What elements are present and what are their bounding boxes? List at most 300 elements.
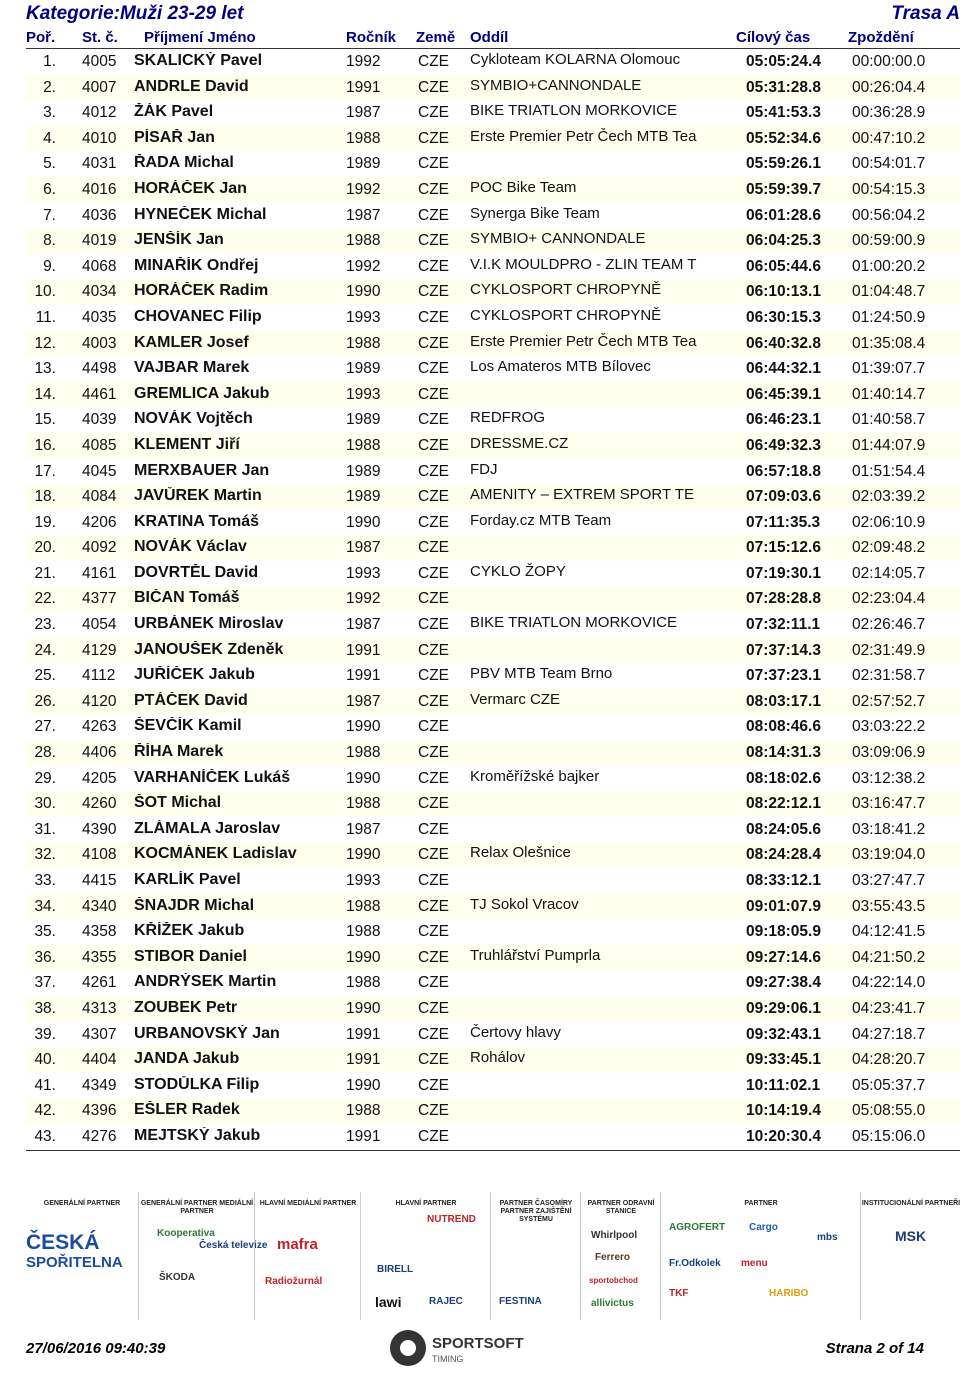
table-row bbox=[26, 945, 960, 971]
table-row bbox=[26, 638, 960, 664]
cell-delay: 01:39:07.7 bbox=[852, 360, 926, 378]
cell-delay: 01:40:14.7 bbox=[852, 385, 926, 403]
cell-name: JANDA Jakub bbox=[134, 1050, 240, 1068]
allivictus-logo: allivictus bbox=[591, 1298, 634, 1309]
cell-delay: 03:18:41.2 bbox=[852, 820, 926, 838]
cell-pos: 15. bbox=[34, 411, 56, 429]
cell-time: 06:01:28.6 bbox=[746, 206, 821, 224]
cell-team: SYMBIO+CANNONDALE bbox=[470, 76, 642, 94]
cell-time: 05:05:24.4 bbox=[746, 53, 821, 70]
cell-delay: 02:23:04.4 bbox=[852, 590, 926, 608]
sponsor-col-2: GENERÁLNÍ PARTNER MEDIÁLNÍ PARTNER Kooperativa Česká televize ŠKODA bbox=[138, 1192, 255, 1320]
cell-nat: CZE bbox=[418, 692, 449, 710]
tkf-logo: TKF bbox=[669, 1288, 689, 1299]
cell-name: KOCMÁNEK Ladislav bbox=[134, 845, 297, 863]
cell-time: 08:18:02.6 bbox=[746, 769, 821, 787]
print-datetime: 27/06/2016 09:40:39 bbox=[26, 1340, 166, 1357]
table-row bbox=[26, 612, 960, 638]
cell-pos: 2. bbox=[43, 78, 56, 96]
cell-team: DRESSME.CZ bbox=[470, 434, 569, 452]
cell-delay: 00:00:00.0 bbox=[852, 53, 926, 70]
cell-st: 4034 bbox=[82, 283, 117, 301]
cell-nat: CZE bbox=[418, 180, 449, 198]
cell-nat: CZE bbox=[418, 769, 449, 787]
cell-delay: 01:04:48.7 bbox=[852, 283, 926, 301]
cell-delay: 03:09:06.9 bbox=[852, 744, 926, 762]
cell-year: 1988 bbox=[346, 232, 381, 250]
cell-team: Cykloteam KOLARNA Olomouc bbox=[470, 51, 681, 68]
cell-delay: 04:23:41.7 bbox=[852, 999, 926, 1017]
cell-st: 4461 bbox=[82, 385, 117, 403]
cell-nat: CZE bbox=[418, 104, 449, 122]
cell-time: 08:08:46.6 bbox=[746, 718, 821, 736]
cell-pos: 1. bbox=[43, 53, 56, 70]
cell-nat: CZE bbox=[418, 539, 449, 557]
table-row bbox=[26, 100, 960, 126]
cell-name: KAMLER Josef bbox=[134, 333, 249, 351]
cell-st: 4404 bbox=[82, 1051, 117, 1069]
sportsoft-sub: TIMING bbox=[432, 1354, 464, 1364]
cell-st: 4349 bbox=[82, 1076, 117, 1094]
cell-delay: 03:12:38.2 bbox=[852, 769, 926, 787]
cell-year: 1988 bbox=[346, 334, 381, 352]
haribo-logo: HARIBO bbox=[769, 1288, 809, 1299]
cell-delay: 03:03:22.2 bbox=[852, 718, 926, 736]
cell-nat: CZE bbox=[418, 1076, 449, 1094]
cell-year: 1989 bbox=[346, 155, 381, 173]
cell-delay: 00:54:15.3 bbox=[852, 180, 926, 198]
cell-st: 4003 bbox=[82, 334, 117, 352]
cell-pos: 36. bbox=[34, 948, 56, 966]
cell-name: EŠLER Radek bbox=[134, 1101, 240, 1119]
cell-year: 1993 bbox=[346, 308, 381, 326]
cell-year: 1991 bbox=[346, 641, 381, 659]
cell-nat: CZE bbox=[418, 795, 449, 813]
cell-pos: 35. bbox=[34, 923, 56, 941]
cell-st: 4068 bbox=[82, 257, 117, 275]
cell-pos: 18. bbox=[34, 488, 56, 506]
cell-team: Los Amateros MTB Bílovec bbox=[470, 358, 651, 376]
cell-delay: 00:26:04.4 bbox=[852, 78, 926, 96]
sportobchod-logo: sportobchod bbox=[589, 1276, 638, 1285]
cell-pos: 17. bbox=[34, 462, 56, 480]
cell-st: 4355 bbox=[82, 948, 117, 966]
table-row bbox=[26, 1022, 960, 1048]
cell-team: Kroměřížské bajker bbox=[470, 767, 600, 785]
cell-time: 09:27:14.6 bbox=[746, 948, 821, 966]
cell-nat: CZE bbox=[418, 641, 449, 659]
cell-team: FDJ bbox=[470, 460, 498, 478]
col-st: St. č. bbox=[82, 29, 118, 46]
cell-time: 09:33:45.1 bbox=[746, 1051, 821, 1069]
table-row bbox=[26, 49, 960, 75]
cell-st: 4205 bbox=[82, 769, 117, 787]
cell-st: 4045 bbox=[82, 462, 117, 480]
table-row bbox=[26, 331, 960, 357]
cell-delay: 00:59:00.9 bbox=[852, 232, 926, 250]
cell-delay: 02:14:05.7 bbox=[852, 564, 926, 582]
cell-time: 07:09:03.6 bbox=[746, 488, 821, 506]
cell-year: 1988 bbox=[346, 129, 381, 147]
sponsor-col-8: INSTITUCIONÁLNÍ PARTNEŘI MSK bbox=[860, 1192, 960, 1320]
cell-year: 1991 bbox=[346, 1127, 381, 1145]
col-time: Cílový čas bbox=[736, 29, 811, 46]
cell-name: ŽÁK Pavel bbox=[134, 103, 214, 121]
table-bottom-divider bbox=[26, 1150, 960, 1151]
table-row bbox=[26, 484, 960, 510]
cell-delay: 01:35:08.4 bbox=[852, 334, 926, 352]
cell-time: 05:52:34.6 bbox=[746, 129, 821, 147]
cell-pos: 8. bbox=[43, 232, 56, 250]
cell-year: 1990 bbox=[346, 718, 381, 736]
cell-name: GREMLICA Jakub bbox=[134, 384, 270, 402]
sponsor-col-1 bbox=[26, 1192, 138, 1320]
cell-name: STODŮLKA Filip bbox=[134, 1075, 260, 1093]
cell-st: 4377 bbox=[82, 590, 117, 608]
cell-name: NOVÁK Vojtěch bbox=[134, 410, 253, 428]
cell-st: 4039 bbox=[82, 411, 117, 429]
cell-delay: 03:55:43.5 bbox=[852, 897, 926, 915]
cell-pos: 20. bbox=[34, 539, 56, 557]
cell-time: 05:59:26.1 bbox=[746, 155, 821, 173]
cell-name: PTÁČEK David bbox=[134, 691, 248, 709]
cell-year: 1990 bbox=[346, 948, 381, 966]
cell-name: MERXBAUER Jan bbox=[134, 461, 270, 479]
table-row bbox=[26, 407, 960, 433]
cell-nat: CZE bbox=[418, 846, 449, 864]
category-title: Kategorie:Muži 23-29 let bbox=[26, 3, 244, 24]
cell-pos: 22. bbox=[34, 590, 56, 608]
ceska-televize-logo: Česká televize bbox=[199, 1240, 268, 1251]
table-row bbox=[26, 228, 960, 254]
cell-name: SKALICKÝ Pavel bbox=[134, 52, 263, 69]
cell-time: 06:44:32.1 bbox=[746, 360, 821, 378]
table-row bbox=[26, 510, 960, 536]
cell-st: 4161 bbox=[82, 564, 117, 582]
cell-year: 1991 bbox=[346, 1025, 381, 1043]
cell-year: 1991 bbox=[346, 667, 381, 685]
cell-delay: 01:00:20.2 bbox=[852, 257, 926, 275]
cell-time: 06:05:44.6 bbox=[746, 257, 821, 275]
table-row bbox=[26, 561, 960, 587]
cell-team: Synerga Bike Team bbox=[470, 204, 600, 222]
msk-logo: MSK bbox=[895, 1228, 927, 1244]
table-row bbox=[26, 919, 960, 945]
cell-pos: 16. bbox=[34, 436, 56, 454]
cell-time: 07:37:23.1 bbox=[746, 667, 821, 685]
col-year: Ročník bbox=[346, 29, 397, 46]
ferrero-logo: Ferrero bbox=[595, 1252, 631, 1263]
cell-delay: 01:40:58.7 bbox=[852, 411, 926, 429]
cell-team: CYKLOSPORT CHROPYNĚ bbox=[470, 281, 662, 299]
cell-year: 1991 bbox=[346, 1051, 381, 1069]
cell-team: CYKLO ŽOPY bbox=[470, 562, 566, 580]
cell-nat: CZE bbox=[418, 206, 449, 224]
cell-team: Erste Premier Petr Čech MTB Tea bbox=[470, 332, 697, 350]
cell-st: 4129 bbox=[82, 641, 117, 659]
cell-year: 1989 bbox=[346, 360, 381, 378]
cell-team: Forday.cz MTB Team bbox=[470, 511, 612, 529]
cell-year: 1992 bbox=[346, 257, 381, 275]
sponsor-col-3: HLAVNÍ MEDIÁLNÍ PARTNER mafra Radiožurnál bbox=[254, 1192, 361, 1320]
cell-st: 4085 bbox=[82, 436, 117, 454]
cell-time: 10:11:02.1 bbox=[746, 1076, 821, 1094]
cell-st: 4019 bbox=[82, 232, 117, 250]
cell-name: VARHANÍČEK Lukáš bbox=[134, 768, 291, 786]
table-row bbox=[26, 459, 960, 485]
sponsor-band bbox=[26, 1192, 960, 1320]
col-pos: Poř. bbox=[26, 29, 56, 46]
cell-nat: CZE bbox=[418, 564, 449, 582]
cell-time: 09:27:38.4 bbox=[746, 974, 821, 992]
table-row bbox=[26, 535, 960, 561]
cell-name: KARLÍK Pavel bbox=[134, 871, 241, 888]
cell-delay: 02:09:48.2 bbox=[852, 539, 926, 557]
cell-nat: CZE bbox=[418, 462, 449, 480]
cell-delay: 02:26:46.7 bbox=[852, 616, 926, 634]
table-row bbox=[26, 254, 960, 280]
cell-team: BIKE TRIATLON MORKOVICE bbox=[470, 102, 677, 120]
cell-pos: 41. bbox=[34, 1076, 56, 1094]
mbs-logo: mbs bbox=[817, 1232, 838, 1243]
cell-name: KŘÍŽEK Jakub bbox=[134, 922, 245, 940]
cell-name: CHOVANEC Filip bbox=[134, 307, 262, 325]
cell-team: Čertovy hlavy bbox=[470, 1023, 561, 1041]
sponsor-label: GENERÁLNÍ PARTNER bbox=[43, 1200, 121, 1207]
cell-pos: 10. bbox=[34, 283, 56, 301]
cell-name: ZLÁMALA Jaroslav bbox=[134, 819, 281, 837]
cell-time: 10:20:30.4 bbox=[746, 1127, 821, 1145]
cell-nat: CZE bbox=[418, 411, 449, 429]
radiozurnal-logo: Radiožurnál bbox=[265, 1276, 323, 1287]
sponsor-col-7: PARTNER AGROFERT Cargo Fr.Odkolek menu TKF HARIBO mbs bbox=[660, 1192, 861, 1320]
cell-nat: CZE bbox=[418, 948, 449, 966]
cell-year: 1991 bbox=[346, 78, 381, 96]
cell-nat: CZE bbox=[418, 1102, 449, 1120]
cell-year: 1989 bbox=[346, 411, 381, 429]
cell-year: 1987 bbox=[346, 206, 381, 224]
cell-delay: 05:15:06.0 bbox=[852, 1127, 926, 1145]
cell-st: 4390 bbox=[82, 820, 117, 838]
cell-st: 4010 bbox=[82, 129, 117, 147]
cell-year: 1988 bbox=[346, 436, 381, 454]
cell-pos: 21. bbox=[34, 564, 56, 582]
cell-delay: 02:31:49.9 bbox=[852, 641, 926, 659]
cell-pos: 24. bbox=[34, 641, 56, 659]
route-title: Trasa A bbox=[891, 3, 960, 24]
table-row bbox=[26, 177, 960, 203]
cell-time: 08:24:05.6 bbox=[746, 820, 821, 838]
cell-pos: 26. bbox=[34, 692, 56, 710]
cell-nat: CZE bbox=[418, 897, 449, 915]
cell-nat: CZE bbox=[418, 334, 449, 352]
cell-nat: CZE bbox=[418, 385, 449, 403]
cell-time: 07:19:30.1 bbox=[746, 564, 821, 582]
cell-time: 06:49:32.3 bbox=[746, 436, 821, 454]
cell-delay: 01:44:07.9 bbox=[852, 436, 926, 454]
table-row bbox=[26, 279, 960, 305]
cell-delay: 00:56:04.2 bbox=[852, 206, 926, 224]
cell-time: 05:41:53.3 bbox=[746, 104, 821, 122]
cell-time: 09:32:43.1 bbox=[746, 1025, 821, 1043]
cell-delay: 04:12:41.5 bbox=[852, 923, 926, 941]
table-row bbox=[26, 663, 960, 689]
cell-pos: 3. bbox=[43, 104, 56, 122]
agrofert-logo: AGROFERT bbox=[669, 1222, 726, 1233]
table-row bbox=[26, 1047, 960, 1073]
cell-time: 09:29:06.1 bbox=[746, 999, 821, 1017]
cell-name: JENŠÍK Jan bbox=[134, 231, 224, 249]
cell-year: 1990 bbox=[346, 283, 381, 301]
cell-name: BIČAN Tomáš bbox=[134, 589, 240, 607]
cell-pos: 39. bbox=[34, 1025, 56, 1043]
cell-delay: 00:54:01.7 bbox=[852, 155, 926, 173]
cell-st: 4054 bbox=[82, 616, 117, 634]
cell-nat: CZE bbox=[418, 488, 449, 506]
cell-pos: 30. bbox=[34, 795, 56, 813]
cell-pos: 6. bbox=[43, 180, 56, 198]
cell-name: ŠNAJDR Michal bbox=[134, 896, 255, 914]
table-row bbox=[26, 714, 960, 740]
cell-team: REDFROG bbox=[470, 409, 545, 427]
cell-pos: 40. bbox=[34, 1051, 56, 1069]
cell-year: 1993 bbox=[346, 385, 381, 403]
cell-time: 07:32:11.1 bbox=[746, 616, 821, 634]
cell-pos: 38. bbox=[34, 999, 56, 1017]
cell-st: 4340 bbox=[82, 897, 117, 915]
cell-nat: CZE bbox=[418, 923, 449, 941]
cell-nat: CZE bbox=[418, 257, 449, 275]
table-row bbox=[26, 817, 960, 843]
cell-name: ŘÍHA Marek bbox=[134, 743, 224, 761]
sponsor-col-5: PARTNER ČASOMÍRY PARTNER ZAJIŠTĚNÍ SYSTÉMU FESTINA bbox=[490, 1192, 581, 1320]
cell-nat: CZE bbox=[418, 232, 449, 250]
menu-logo: menu bbox=[741, 1258, 768, 1269]
cell-nat: CZE bbox=[418, 667, 449, 685]
cell-year: 1993 bbox=[346, 564, 381, 582]
cell-year: 1992 bbox=[346, 53, 381, 70]
cell-delay: 05:05:37.7 bbox=[852, 1076, 926, 1094]
col-name: Příjmení Jméno bbox=[144, 29, 256, 46]
cell-pos: 13. bbox=[34, 360, 56, 378]
cell-pos: 7. bbox=[43, 206, 56, 224]
cell-nat: CZE bbox=[418, 820, 449, 838]
table-row bbox=[26, 842, 960, 868]
cell-time: 06:45:39.1 bbox=[746, 385, 821, 403]
cell-st: 4307 bbox=[82, 1025, 117, 1043]
cell-name: ANDRLE David bbox=[134, 77, 249, 95]
cell-pos: 23. bbox=[34, 616, 56, 634]
cell-team: AMENITY – EXTREM SPORT TE bbox=[470, 486, 694, 504]
ceska-sporitelna-logo: ČESKÁ SPOŘITELNA bbox=[26, 1231, 123, 1271]
cell-pos: 25. bbox=[34, 667, 56, 685]
cell-year: 1993 bbox=[346, 872, 381, 889]
kooperativa-logo: Kooperativa bbox=[157, 1228, 215, 1239]
lawi-logo: lawi bbox=[375, 1294, 402, 1310]
cell-st: 4092 bbox=[82, 539, 117, 557]
cell-pos: 11. bbox=[35, 308, 56, 326]
cell-nat: CZE bbox=[418, 129, 449, 147]
cell-st: 4263 bbox=[82, 718, 117, 736]
table-row bbox=[26, 75, 960, 101]
cell-year: 1989 bbox=[346, 462, 381, 480]
cell-pos: 42. bbox=[34, 1102, 56, 1120]
table-row bbox=[26, 868, 960, 894]
cell-nat: CZE bbox=[418, 1025, 449, 1043]
cell-name: HYNEČEK Michal bbox=[134, 205, 267, 223]
rajec-logo: RAJEC bbox=[429, 1296, 463, 1307]
cell-pos: 4. bbox=[43, 129, 56, 147]
cell-time: 07:37:14.3 bbox=[746, 641, 821, 659]
cell-delay: 03:19:04.0 bbox=[852, 846, 926, 864]
cell-st: 4498 bbox=[82, 360, 117, 378]
results-table bbox=[26, 49, 960, 1150]
table-row bbox=[26, 586, 960, 612]
cell-year: 1987 bbox=[346, 692, 381, 710]
cell-time: 05:31:28.8 bbox=[746, 78, 821, 96]
sponsor-col-6: PARTNER ODRAVNÍ STANICE Whirlpool Ferrero sportobchod allivictus bbox=[580, 1192, 661, 1320]
whirlpool-logo: Whirlpool bbox=[591, 1230, 638, 1241]
cell-team: Vermarc CZE bbox=[470, 690, 561, 708]
cell-delay: 00:36:28.9 bbox=[852, 104, 926, 122]
table-row bbox=[26, 766, 960, 792]
cell-st: 4112 bbox=[82, 667, 116, 685]
cell-nat: CZE bbox=[418, 999, 449, 1017]
cell-pos: 5. bbox=[43, 155, 56, 173]
cell-pos: 32. bbox=[34, 846, 56, 864]
cell-name: PÍSAŘ Jan bbox=[134, 128, 215, 146]
cell-team: Relax Olešnice bbox=[470, 844, 571, 862]
cell-name: HORÁČEK Jan bbox=[134, 179, 247, 197]
table-row bbox=[26, 433, 960, 459]
cell-nat: CZE bbox=[418, 283, 449, 301]
cell-time: 08:14:31.3 bbox=[746, 744, 821, 762]
cell-name: MEJTSKÝ Jakub bbox=[134, 1126, 261, 1144]
cell-time: 06:04:25.3 bbox=[746, 232, 821, 250]
cell-st: 4108 bbox=[82, 846, 117, 864]
nutrend-logo: NUTREND bbox=[427, 1214, 476, 1225]
table-row bbox=[26, 356, 960, 382]
cell-year: 1990 bbox=[346, 513, 381, 531]
cell-name: HORÁČEK Radim bbox=[134, 282, 269, 300]
cell-time: 07:15:12.6 bbox=[746, 539, 821, 557]
cell-team: Rohálov bbox=[470, 1049, 526, 1067]
cell-pos: 29. bbox=[34, 769, 56, 787]
cell-team: BIKE TRIATLON MORKOVICE bbox=[470, 614, 677, 632]
cell-st: 4035 bbox=[82, 308, 117, 326]
cell-year: 1988 bbox=[346, 1102, 381, 1120]
cell-pos: 9. bbox=[43, 257, 56, 275]
cell-st: 4396 bbox=[82, 1102, 117, 1120]
cell-nat: CZE bbox=[418, 78, 449, 96]
cell-st: 4012 bbox=[82, 104, 117, 122]
odkolek-logo: Fr.Odkolek bbox=[669, 1258, 721, 1269]
cell-nat: CZE bbox=[418, 513, 449, 531]
cell-st: 4358 bbox=[82, 923, 117, 941]
col-delay: Zpoždění bbox=[848, 29, 914, 46]
cell-name: KLEMENT Jiří bbox=[134, 435, 240, 453]
cell-delay: 02:57:52.7 bbox=[852, 692, 926, 710]
cell-st: 4031 bbox=[82, 155, 117, 173]
cell-nat: CZE bbox=[418, 360, 449, 378]
cell-pos: 28. bbox=[34, 744, 56, 762]
cell-team: Truhlářství Pumprla bbox=[470, 946, 601, 964]
cell-time: 09:18:05.9 bbox=[746, 923, 821, 941]
cell-name: ŠOT Michal bbox=[134, 794, 222, 812]
table-row bbox=[26, 791, 960, 817]
table-row bbox=[26, 894, 960, 920]
cell-nat: CZE bbox=[418, 974, 449, 992]
